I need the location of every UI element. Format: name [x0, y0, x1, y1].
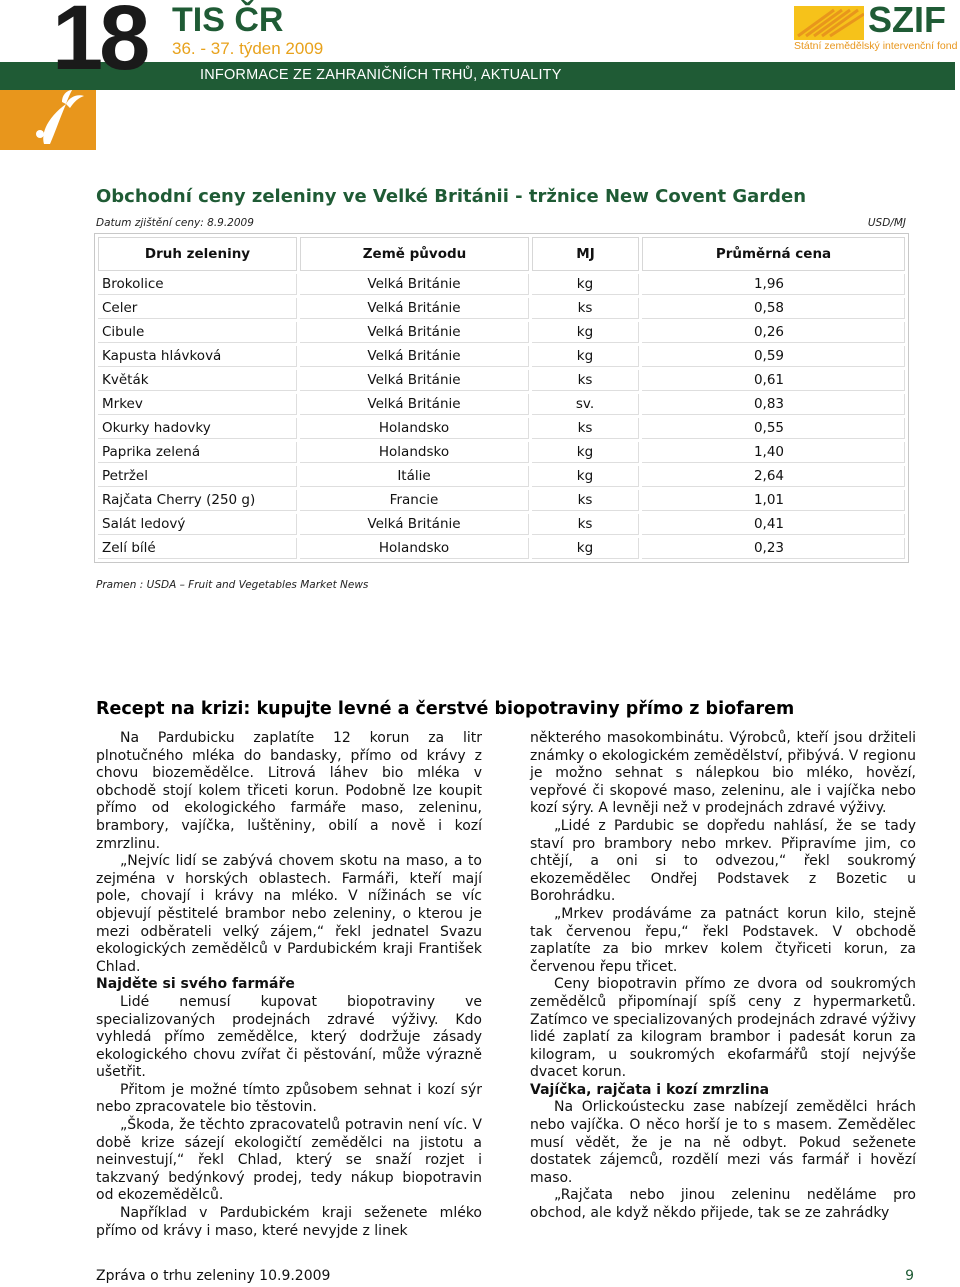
vegetable-name: Mrkev [98, 394, 297, 415]
paragraph: „Lidé z Pardubic se dopředu nahlásí, že se tady staví pro brambory nebo mrkev. Připravíme jim, co chtějí, a oni si to odvezou,“ řekl soukromý ekozemědělec Ondřej Podstavek z Bozetic u Borohrádku. [530, 817, 916, 905]
article-column-right [530, 730, 916, 1223]
average-price: 0,83 [642, 394, 905, 415]
table-row [98, 442, 905, 463]
brand-title: TIS ČR [172, 1, 284, 39]
vegetable-name: Brokolice [98, 274, 297, 295]
footer-text: Zpráva o trhu zeleniny 10.9.2009 [96, 1268, 331, 1284]
paragraph: Na Pardubicku zaplatíte 12 korun za litr plnotučného mléka do bandasky, přímo od krávy z chovu biozemědělce. Litrová láhev bio mléka v obchodě stojí kolem třiceti korun. Podobně lze koupit přímo od ekologického farmáře maso, zeleninu, brambory, vajíčka, luštěniny, obilí a nově i kozí zmrzlinu. [96, 730, 482, 852]
table-row [98, 370, 905, 391]
table-header-row [98, 237, 905, 271]
paragraph: „Rajčata nebo jinou zeleninu neděláme pro obchod, ale když někdo přijede, tak se ze zahrádky [530, 1187, 916, 1222]
unit: kg [532, 322, 639, 343]
unit: kg [532, 274, 639, 295]
vegetable-name: Kapusta hlávková [98, 346, 297, 367]
table-row [98, 394, 905, 415]
column-header: Průměrná cena [642, 237, 905, 271]
week-label: 36. - 37. týden 2009 [172, 39, 324, 58]
unit: ks [532, 298, 639, 319]
column-header: Země původu [300, 237, 529, 271]
average-price: 0,26 [642, 322, 905, 343]
origin-country: Francie [300, 490, 529, 511]
average-price: 0,59 [642, 346, 905, 367]
unit: ks [532, 490, 639, 511]
paragraph: „Mrkev prodáváme za patnáct korun kilo, stejně tak červenou řepu,“ řekl Podstavek. V obchodě zaplatíte za bio mrkev kolem čtyřiceti korun, za červenou řepu třicet. [530, 905, 916, 975]
issue-number: 18 [52, 0, 147, 89]
average-price: 0,23 [642, 538, 905, 559]
price-source: Pramen : USDA – Fruit and Vegetables Market News [96, 579, 369, 591]
vegetable-name: Celer [98, 298, 297, 319]
price-table [94, 233, 909, 563]
vegetable-name: Paprika zelená [98, 442, 297, 463]
carrot-icon [0, 90, 96, 150]
average-price: 2,64 [642, 466, 905, 487]
origin-country: Velká Británie [300, 322, 529, 343]
average-price: 1,40 [642, 442, 905, 463]
table-row [98, 490, 905, 511]
vegetable-name: Květák [98, 370, 297, 391]
table-row [98, 274, 905, 295]
price-table-body [98, 274, 905, 559]
article-column-left [96, 730, 482, 1240]
vegetable-name: Rajčata Cherry (250 g) [98, 490, 297, 511]
origin-country: Velká Británie [300, 370, 529, 391]
unit: kg [532, 466, 639, 487]
subheading: Najděte si svého farmáře [96, 976, 295, 993]
price-date: Datum zjištění ceny: 8.9.2009 [96, 217, 254, 229]
table-row [98, 322, 905, 343]
vegetable-name: Salát ledový [98, 514, 297, 535]
vegetable-name: Cibule [98, 322, 297, 343]
paragraph: „Nejvíc lidí se zabývá chovem skotu na maso, a to zejména v horských oblastech. Farmáři, kteří mají pole, chovají i krávy na mléko. V nížinách se víc objevují pěstitelé brambor nebo zeleniny, o kterou je mezi odběrateli velký zájem,“ řekl jednatel Svazu ekologických zemědělců v Pardubickém kraji František Chlad. [96, 853, 482, 975]
origin-country: Velká Británie [300, 346, 529, 367]
table-row [98, 418, 905, 439]
column-header: MJ [532, 237, 639, 271]
column-header: Druh zeleniny [98, 237, 297, 271]
average-price: 1,96 [642, 274, 905, 295]
origin-country: Velká Británie [300, 394, 529, 415]
table-row [98, 514, 905, 535]
article-title: Recept na krizi: kupujte levné a čerstvé biopotraviny přímo z biofarem [96, 699, 795, 719]
vegetable-name: Petržel [98, 466, 297, 487]
origin-country: Velká Británie [300, 274, 529, 295]
origin-country: Holandsko [300, 538, 529, 559]
unit: kg [532, 538, 639, 559]
subheading: Vajíčka, rajčata i kozí zmrzlina [530, 1081, 770, 1098]
paragraph: Lidé nemusí kupovat biopotraviny ve specializovaných prodejnách zdravé výživy. Kdo vyhledá přímo zemědělce, který dodržuje zásady ekologického chovu zvířat či pěstování, může výrazně ušetřit. [96, 993, 482, 1081]
table-row [98, 298, 905, 319]
szif-logo-text: SZIF [868, 0, 946, 40]
origin-country: Itálie [300, 466, 529, 487]
unit: kg [532, 442, 639, 463]
average-price: 0,58 [642, 298, 905, 319]
vegetable-logo [0, 90, 96, 150]
paragraph: Například v Pardubickém kraji seženete mléko přímo od krávy i maso, které nevyjde z linek [96, 1205, 482, 1239]
unit: ks [532, 418, 639, 439]
header-band-text: INFORMACE ZE ZAHRANIČNÍCH TRHŮ, AKTUALITY [200, 67, 562, 83]
paragraph: „Škoda, že těchto zpracovatelů potravin není víc. V době krize sázejí ekologičtí zemědělci na jistotu a neinvestují,“ řekl Chlad, který se snaží rozjet i takzvaný bedýnkový prodej, tedy nákup biopotravin od ekozemědělců. [96, 1117, 482, 1204]
origin-country: Holandsko [300, 442, 529, 463]
average-price: 0,41 [642, 514, 905, 535]
average-price: 1,01 [642, 490, 905, 511]
paragraph: některého masokombinátu. Výrobců, kteří jsou držiteli známky o ekologickém zemědělství, přibývá. V regionu je možno sehnat s nálepkou bio mléko, hovězí, vepřové či skopové maso, zeleninu, ale i vajíčka nebo kozí sýry. A levněji než v prodejnách zdravé výživy. [530, 730, 916, 817]
origin-country: Holandsko [300, 418, 529, 439]
paragraph: Ceny biopotravin přímo ze dvora od soukromých zemědělců připomínají spíš ceny z hypermarketů. Zatímco ve specializovaných prodejnách zdravé výživy lidé zaplatí za kilogram brambor i padesát korun za kilogram, u soukromých ekofarmářů stojí nejvýše dvacet korun. [530, 976, 917, 1081]
table-row [98, 466, 905, 487]
page-number: 9 [905, 1268, 914, 1284]
unit: sv. [532, 394, 639, 415]
price-section-title: Obchodní ceny zeleniny ve Velké Británii - tržnice New Covent Garden [96, 186, 807, 207]
unit: ks [532, 514, 639, 535]
szif-logo-icon [794, 6, 864, 40]
table-row [98, 346, 905, 367]
unit: ks [532, 370, 639, 391]
table-row [98, 538, 905, 559]
vegetable-name: Zelí bílé [98, 538, 297, 559]
paragraph: Přitom je možné tímto způsobem sehnat i kozí sýr nebo zpracovatele bio těstovin. [96, 1081, 482, 1116]
unit: kg [532, 346, 639, 367]
average-price: 0,61 [642, 370, 905, 391]
price-unit: USD/MJ [867, 217, 906, 229]
origin-country: Velká Británie [300, 298, 529, 319]
origin-country: Velká Británie [300, 514, 529, 535]
average-price: 0,55 [642, 418, 905, 439]
vegetable-name: Okurky hadovky [98, 418, 297, 439]
szif-subtitle: Státní zemědělský intervenční fond [794, 40, 958, 52]
paragraph: Na Orlickoústecku zase nabízejí zemědělci hrách nebo vajíčka. O něco horší je to s masem. Zemědělec musí vědět, že je na ně odbyt. Pokud seženete dostatek zájemců, rozdělí mezi vás farmář i hovězí maso. [530, 1099, 916, 1186]
